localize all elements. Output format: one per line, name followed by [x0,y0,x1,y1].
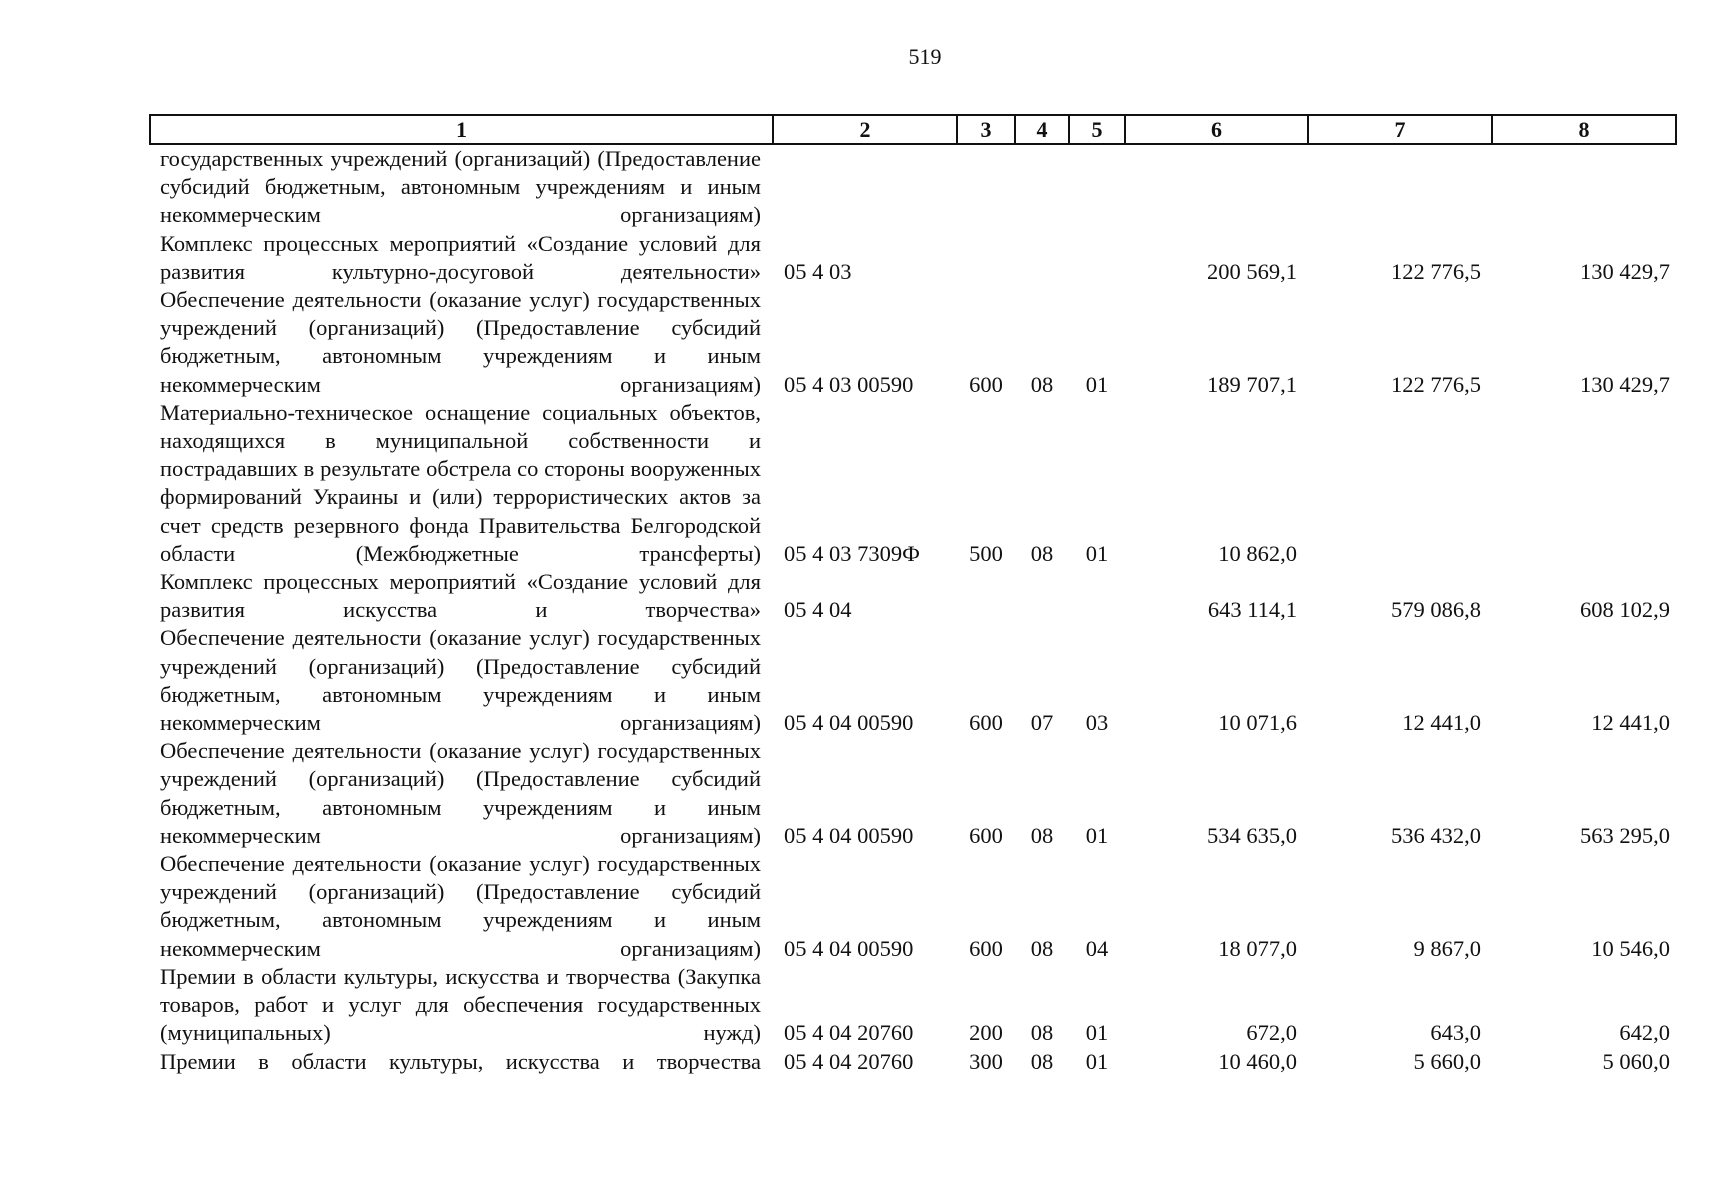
table-row [150,230,1676,286]
row-subsection: 01 [1085,1048,1109,1074]
row-amount-col7 [1308,399,1492,568]
row-description: Комплекс процессных мероприятий «Создание условий для развития искусства и творчества» [160,569,761,623]
table-row [150,624,1676,737]
row-description: Обеспечение деятельности (оказание услуг) государственных учреждений (организаций) (Предоставление субсидий бюджетным, автономным учреждениям и иным некоммерческим организациям) [160,851,761,961]
row-amount-col6: 10 071,6 [1218,710,1297,736]
row-description: Обеспечение деятельности (оказание услуг) государственных учреждений (организаций) (Предоставление субсидий бюджетным, автономным учреждениям и иным некоммерческим организациям) [160,625,761,736]
row-amount-col6: 534 635,0 [1207,822,1297,848]
row-section [1015,144,1069,230]
row-amount-col7: 643,0 [1430,1020,1481,1046]
row-expense-type [957,230,1015,286]
row-section [1015,568,1069,624]
row-description: Материально-техническое оснащение социальных объектов, находящихся в муниципальной собственности и пострадавших в результате обстрела со стороны вооруженных формирований Украины и (или) террористических актов за счет средств резервного фонда Правительства Белгородской области (Межбюджетные трансферты) [160,399,761,566]
row-description: Премии в области культуры, искусства и творчества (Закупка товаров, работ и услуг для обеспечения государственных (муниципальных) нужд) [160,963,761,1046]
row-code: 05 4 04 00590 [784,822,914,848]
row-description: Обеспечение деятельности (оказание услуг) государственных учреждений (организаций) (Предоставление субсидий бюджетным, автономным учреждениям и иным некоммерческим организациям) [160,287,761,397]
page-number: 519 [908,44,942,69]
row-section: 08 [1030,935,1054,961]
row-expense-type: 600 [969,822,1003,848]
row-code: 05 4 03 7309Ф [784,540,920,566]
row-description: Обеспечение деятельности (оказание услуг) государственных учреждений (организаций) (Предоставление субсидий бюджетным, автономным учреждениям и иным некоммерческим организациям) [160,738,761,848]
row-amount-col7: 579 086,8 [1391,597,1481,623]
row-code: 05 4 04 00590 [784,710,914,736]
column-header-8: 8 [1492,115,1676,144]
row-subsection: 01 [1085,1020,1109,1046]
row-description: Комплекс процессных мероприятий «Создание условий для развития культурно-досуговой деятельности» [160,230,761,284]
row-code: 05 4 04 [784,597,852,623]
row-subsection: 01 [1085,540,1109,566]
row-amount-col7: 122 776,5 [1391,371,1481,397]
row-expense-type: 600 [969,710,1003,736]
row-subsection [1069,568,1125,624]
row-code: 05 4 04 20760 [784,1048,914,1074]
row-amount-col6 [1125,144,1308,230]
row-amount-col8 [1492,144,1676,230]
row-subsection: 03 [1085,710,1109,736]
row-section [1015,230,1069,286]
row-amount-col7: 122 776,5 [1391,258,1481,284]
row-description: Премии в области культуры, искусства и творчества [160,1048,761,1074]
row-description: государственных учреждений (организаций) (Предоставление субсидий бюджетным, автономным учреждениям и иным некоммерческим организациям) [160,146,761,228]
row-expense-type: 200 [969,1020,1003,1046]
row-expense-type: 600 [969,371,1003,397]
column-header-4: 4 [1015,115,1069,144]
table-row [150,568,1676,624]
row-code: 05 4 03 00590 [784,371,914,397]
row-amount-col8: 12 441,0 [1591,710,1670,736]
row-section: 08 [1030,1020,1054,1046]
row-code: 05 4 04 00590 [784,935,914,961]
row-amount-col7: 9 867,0 [1413,935,1481,961]
table-row [150,850,1676,963]
table-row [150,737,1676,850]
row-amount-col6: 10 460,0 [1218,1048,1297,1074]
row-section: 07 [1030,710,1054,736]
column-header-1: 1 [150,115,773,144]
row-amount-col6: 189 707,1 [1207,371,1297,397]
row-amount-col8: 130 429,7 [1580,258,1670,284]
column-header-5: 5 [1069,115,1125,144]
row-amount-col7: 536 432,0 [1391,822,1481,848]
column-header-2: 2 [773,115,957,144]
row-amount-col6: 10 862,0 [1218,540,1297,566]
column-header-3: 3 [957,115,1015,144]
budget-table [149,114,1677,1076]
row-amount-col8: 563 295,0 [1580,822,1670,848]
row-subsection: 01 [1085,822,1109,848]
row-section: 08 [1030,822,1054,848]
table-row [150,286,1676,399]
row-expense-type [957,144,1015,230]
row-code [773,144,957,230]
row-expense-type [957,568,1015,624]
row-expense-type: 500 [969,540,1003,566]
row-amount-col6: 643 114,1 [1207,597,1297,623]
row-amount-col8 [1492,399,1676,568]
row-section: 08 [1030,540,1054,566]
row-amount-col8: 642,0 [1619,1020,1670,1046]
row-amount-col7: 12 441,0 [1402,710,1481,736]
table-row [150,1048,1676,1076]
row-subsection: 01 [1085,371,1109,397]
row-subsection [1069,144,1125,230]
row-code: 05 4 03 [784,258,852,284]
row-amount-col8: 608 102,9 [1580,597,1670,623]
row-amount-col6: 672,0 [1246,1020,1297,1046]
row-section: 08 [1030,1048,1054,1074]
row-expense-type: 300 [969,1048,1003,1074]
row-expense-type: 600 [969,935,1003,961]
table-row [150,144,1676,230]
column-header-6: 6 [1125,115,1308,144]
header-row [150,115,1676,144]
row-subsection [1069,230,1125,286]
row-amount-col8: 130 429,7 [1580,371,1670,397]
row-section: 08 [1030,371,1054,397]
column-header-7: 7 [1308,115,1492,144]
table-row [150,963,1676,1048]
row-amount-col7: 5 660,0 [1413,1048,1481,1074]
table-row [150,399,1676,568]
row-amount-col8: 5 060,0 [1602,1048,1670,1074]
row-amount-col6: 18 077,0 [1218,935,1297,961]
row-code: 05 4 04 20760 [784,1020,914,1046]
row-amount-col7 [1308,144,1492,230]
row-amount-col6: 200 569,1 [1207,258,1297,284]
row-amount-col8: 10 546,0 [1591,935,1670,961]
row-subsection: 04 [1085,935,1109,961]
